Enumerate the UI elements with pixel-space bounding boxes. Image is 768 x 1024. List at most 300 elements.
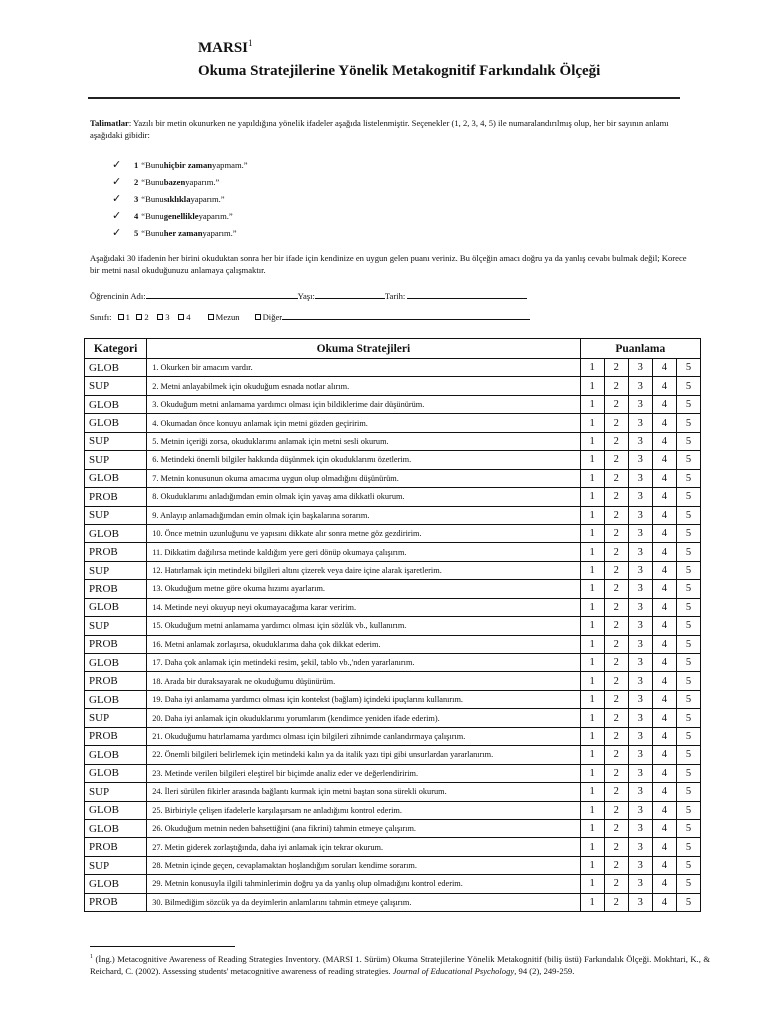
table-row [85, 801, 701, 819]
score-option-3[interactable]: 3 [628, 506, 652, 524]
checkmark-icon: ✓ [112, 226, 122, 239]
score-option-4[interactable]: 4 [652, 414, 676, 432]
score-option-1[interactable]: 1 [580, 506, 604, 524]
category-cell: SUP [85, 617, 147, 635]
category-cell: SUP [85, 451, 147, 469]
score-option-1[interactable]: 1 [580, 856, 604, 874]
score-option-3[interactable]: 3 [628, 764, 652, 782]
score-option-4[interactable]: 4 [652, 856, 676, 874]
category-cell: GLOB [85, 654, 147, 672]
score-option-4[interactable]: 4 [652, 654, 676, 672]
table-row [85, 469, 701, 487]
score-option-5[interactable]: 5 [676, 432, 700, 450]
score-option-2[interactable]: 2 [604, 524, 628, 542]
score-option-1[interactable]: 1 [580, 838, 604, 856]
score-option-3[interactable]: 3 [628, 617, 652, 635]
table-row [85, 377, 701, 395]
score-option-5[interactable]: 5 [676, 690, 700, 708]
strategy-cell: 28. Metnin içinde geçen, cevaplamaktan hoşlandığım soruları kendime sorarım. [147, 856, 580, 874]
category-cell: GLOB [85, 524, 147, 542]
score-option-3[interactable]: 3 [628, 524, 652, 542]
score-option-5[interactable]: 5 [676, 543, 700, 561]
score-option-2[interactable]: 2 [604, 561, 628, 579]
score-option-2[interactable]: 2 [604, 801, 628, 819]
table-row [85, 875, 701, 893]
score-option-5[interactable]: 5 [676, 709, 700, 727]
score-option-4[interactable]: 4 [652, 432, 676, 450]
table-row [85, 690, 701, 708]
age-field[interactable] [315, 290, 385, 299]
score-option-5[interactable]: 5 [676, 414, 700, 432]
score-option-2[interactable]: 2 [604, 580, 628, 598]
score-option-1[interactable]: 1 [580, 764, 604, 782]
score-option-1[interactable]: 1 [580, 469, 604, 487]
score-option-2[interactable]: 2 [604, 654, 628, 672]
score-option-3[interactable]: 3 [628, 654, 652, 672]
table-row [85, 672, 701, 690]
scale-option [112, 190, 248, 207]
score-option-1[interactable]: 1 [580, 524, 604, 542]
score-option-2[interactable]: 2 [604, 893, 628, 911]
score-option-4[interactable]: 4 [652, 764, 676, 782]
score-option-2[interactable]: 2 [604, 856, 628, 874]
strategy-cell: 27. Metin giderek zorlaştığında, daha iyi anlamak için tekrar okurum. [147, 838, 580, 856]
score-option-2[interactable]: 2 [604, 469, 628, 487]
score-option-2[interactable]: 2 [604, 414, 628, 432]
table-row [85, 598, 701, 616]
option-frequency: bazen [163, 176, 186, 187]
strategy-cell: 1. Okurken bir amacım vardır. [147, 359, 580, 377]
score-option-1[interactable]: 1 [580, 893, 604, 911]
score-option-1[interactable]: 1 [580, 690, 604, 708]
score-option-1[interactable]: 1 [580, 635, 604, 653]
score-option-5[interactable]: 5 [676, 524, 700, 542]
score-option-4[interactable]: 4 [652, 506, 676, 524]
table-header-row [85, 339, 701, 359]
score-option-5[interactable]: 5 [676, 801, 700, 819]
strategy-cell: 20. Daha iyi anlamak için okuduklarımı yorumlarım (kendimce yeniden ifade ederim). [147, 709, 580, 727]
graduate-checkbox[interactable] [208, 314, 214, 320]
score-option-2[interactable]: 2 [604, 506, 628, 524]
footnote-tail: , 94 (2), 249-259. [514, 965, 575, 976]
table-row [85, 709, 701, 727]
score-option-1[interactable]: 1 [580, 488, 604, 506]
score-option-1[interactable]: 1 [580, 709, 604, 727]
category-cell: GLOB [85, 746, 147, 764]
score-option-4[interactable]: 4 [652, 395, 676, 413]
checkmark-icon: ✓ [112, 209, 122, 222]
other-checkbox[interactable] [255, 314, 261, 320]
option-frequency: hiçbir zaman [163, 159, 213, 170]
score-option-2[interactable]: 2 [604, 783, 628, 801]
score-option-1[interactable]: 1 [580, 598, 604, 616]
strategy-cell: 19. Daha iyi anlamama yardımcı olması için kontekst (bağlam) içindeki ipuçlarını kullanırım. [147, 690, 580, 708]
score-option-3[interactable]: 3 [628, 727, 652, 745]
score-option-5[interactable]: 5 [676, 598, 700, 616]
class-4-label: 4 [186, 312, 191, 322]
category-cell: PROB [85, 488, 147, 506]
score-option-3[interactable]: 3 [628, 432, 652, 450]
score-option-3[interactable]: 3 [628, 580, 652, 598]
option-frequency: genellikle [163, 210, 199, 221]
score-option-3[interactable]: 3 [628, 395, 652, 413]
option-frequency: her zaman [163, 227, 203, 238]
score-option-5[interactable]: 5 [676, 654, 700, 672]
score-option-1[interactable]: 1 [580, 432, 604, 450]
strategy-cell: 21. Okuduğumu hatırlamama yardımcı olması için bilgileri zihnimde canlandırmaya çalışırım. [147, 727, 580, 745]
category-cell: GLOB [85, 690, 147, 708]
category-cell: GLOB [85, 414, 147, 432]
option-number: 1 [134, 159, 139, 170]
score-option-1[interactable]: 1 [580, 377, 604, 395]
checkmark-icon: ✓ [112, 158, 122, 171]
table-row [85, 856, 701, 874]
score-option-2[interactable]: 2 [604, 819, 628, 837]
score-option-4[interactable]: 4 [652, 580, 676, 598]
scale-option [112, 156, 248, 173]
score-option-2[interactable]: 2 [604, 432, 628, 450]
age-label: Yaşı: [297, 291, 315, 301]
class-selection-row [90, 311, 530, 322]
table-row [85, 561, 701, 579]
strategy-cell: 5. Metnin içeriği zorsa, okuduklarımı anlamak için metni sesli okurum. [147, 432, 580, 450]
checkmark-icon: ✓ [112, 175, 122, 188]
category-cell: GLOB [85, 819, 147, 837]
class-1-checkbox[interactable] [118, 314, 124, 320]
score-option-3[interactable]: 3 [628, 709, 652, 727]
score-option-5[interactable]: 5 [676, 819, 700, 837]
scale-option [112, 224, 248, 241]
score-option-5[interactable]: 5 [676, 635, 700, 653]
option-text-post: yaparım.” [202, 227, 237, 238]
graduate-label: Mezun [215, 312, 240, 322]
strategy-cell: 10. Önce metnin uzunluğunu ve yapısını dikkate alır sonra metne göz gezdiririm. [147, 524, 580, 542]
category-cell: PROB [85, 727, 147, 745]
strategy-cell: 18. Arada bir duraksayarak ne okuduğumu düşünürüm. [147, 672, 580, 690]
category-cell: PROB [85, 543, 147, 561]
score-option-5[interactable]: 5 [676, 727, 700, 745]
score-option-2[interactable]: 2 [604, 635, 628, 653]
footnote-divider [90, 946, 235, 947]
score-option-3[interactable]: 3 [628, 635, 652, 653]
table-row [85, 819, 701, 837]
category-cell: GLOB [85, 395, 147, 413]
score-option-4[interactable]: 4 [652, 801, 676, 819]
score-option-4[interactable]: 4 [652, 488, 676, 506]
table-row [85, 746, 701, 764]
table-row [85, 838, 701, 856]
category-cell: SUP [85, 432, 147, 450]
option-number: 5 [134, 227, 139, 238]
score-option-3[interactable]: 3 [628, 875, 652, 893]
strategy-cell: 12. Hatırlamak için metindeki bilgileri altını çizerek veya daire içine alarak işaretlerim. [147, 561, 580, 579]
score-option-5[interactable]: 5 [676, 580, 700, 598]
score-option-1[interactable]: 1 [580, 819, 604, 837]
class-4-checkbox[interactable] [178, 314, 184, 320]
score-option-2[interactable]: 2 [604, 727, 628, 745]
score-option-1[interactable]: 1 [580, 727, 604, 745]
score-option-3[interactable]: 3 [628, 414, 652, 432]
score-option-4[interactable]: 4 [652, 783, 676, 801]
table-row [85, 506, 701, 524]
category-cell: PROB [85, 838, 147, 856]
score-option-3[interactable]: 3 [628, 819, 652, 837]
score-option-2[interactable]: 2 [604, 377, 628, 395]
table-row [85, 893, 701, 911]
score-option-2[interactable]: 2 [604, 709, 628, 727]
score-option-4[interactable]: 4 [652, 617, 676, 635]
strategy-cell: 22. Önemli bilgileri belirlemek için metindeki kalın ya da italik yazı tipi gibi unsurlardan yararlanırım. [147, 746, 580, 764]
table-row [85, 359, 701, 377]
strategy-cell: 6. Metindeki önemli bilgiler hakkında düşünmek için okuduklarımı özetlerim. [147, 451, 580, 469]
strategy-cell: 16. Metni anlamak zorlaşırsa, okuduklarıma daha çok dikkat ederim. [147, 635, 580, 653]
score-option-1[interactable]: 1 [580, 561, 604, 579]
date-label: Tarih: [384, 291, 408, 301]
score-option-3[interactable]: 3 [628, 543, 652, 561]
class-2-checkbox[interactable] [136, 314, 142, 320]
class-2-label: 2 [144, 312, 149, 322]
option-text-pre: “Bunu [141, 176, 164, 187]
score-option-3[interactable]: 3 [628, 838, 652, 856]
footnote [90, 951, 710, 977]
category-cell: PROB [85, 893, 147, 911]
option-text-post: yapmam.” [212, 159, 248, 170]
score-option-3[interactable]: 3 [628, 488, 652, 506]
score-option-3[interactable]: 3 [628, 690, 652, 708]
category-header: Kategori [85, 339, 147, 359]
score-option-3[interactable]: 3 [628, 801, 652, 819]
header-divider [88, 97, 680, 99]
score-option-2[interactable]: 2 [604, 543, 628, 561]
score-option-2[interactable]: 2 [604, 359, 628, 377]
instructions [90, 117, 690, 141]
footnote-journal: Journal of Educational Psychology [392, 965, 515, 976]
score-option-1[interactable]: 1 [580, 543, 604, 561]
score-option-4[interactable]: 4 [652, 875, 676, 893]
score-option-1[interactable]: 1 [580, 359, 604, 377]
score-option-4[interactable]: 4 [652, 635, 676, 653]
score-option-2[interactable]: 2 [604, 488, 628, 506]
title-footnote-marker: 1 [248, 38, 253, 48]
score-option-1[interactable]: 1 [580, 617, 604, 635]
option-text-pre: “Bunu [141, 193, 164, 204]
score-option-4[interactable]: 4 [652, 893, 676, 911]
score-option-5[interactable]: 5 [676, 838, 700, 856]
strategy-cell: 11. Dikkatim dağılırsa metinde kaldığım yere geri dönüp okumaya çalışırım. [147, 543, 580, 561]
score-option-2[interactable]: 2 [604, 395, 628, 413]
strategy-cell: 4. Okumadan önce konuyu anlamak için metni gözden geçiririm. [147, 414, 580, 432]
score-option-4[interactable]: 4 [652, 359, 676, 377]
option-text-post: yaparım.” [198, 210, 233, 221]
table-row [85, 635, 701, 653]
score-option-5[interactable]: 5 [676, 617, 700, 635]
page-title: MARSI$^1$ [198, 38, 253, 56]
score-option-2[interactable]: 2 [604, 875, 628, 893]
score-option-1[interactable]: 1 [580, 654, 604, 672]
strategy-cell: 29. Metnin konusuyla ilgili tahminlerimin doğru ya da yanlış olup olmadığını kontrol ederim. [147, 875, 580, 893]
table-row [85, 543, 701, 561]
table-row [85, 451, 701, 469]
class-1-label: 1 [125, 312, 130, 322]
option-text-pre: “Bunu [141, 210, 164, 221]
table-row [85, 432, 701, 450]
score-option-1[interactable]: 1 [580, 580, 604, 598]
score-option-5[interactable]: 5 [676, 672, 700, 690]
page-subtitle: Okuma Stratejilerine Yönelik Metakognitif Farkındalık Ölçeği [198, 63, 601, 79]
score-option-1[interactable]: 1 [580, 801, 604, 819]
score-option-5[interactable]: 5 [676, 875, 700, 893]
category-cell: SUP [85, 783, 147, 801]
score-option-1[interactable]: 1 [580, 451, 604, 469]
table-row [85, 414, 701, 432]
category-cell: SUP [85, 709, 147, 727]
score-option-4[interactable]: 4 [652, 690, 676, 708]
score-option-2[interactable]: 2 [604, 598, 628, 616]
score-option-4[interactable]: 4 [652, 561, 676, 579]
score-option-4[interactable]: 4 [652, 598, 676, 616]
table-row [85, 654, 701, 672]
score-option-3[interactable]: 3 [628, 893, 652, 911]
score-option-2[interactable]: 2 [604, 690, 628, 708]
score-option-5[interactable]: 5 [676, 359, 700, 377]
score-option-1[interactable]: 1 [580, 875, 604, 893]
category-cell: PROB [85, 580, 147, 598]
score-option-3[interactable]: 3 [628, 561, 652, 579]
scoring-header: Puanlama [580, 339, 700, 359]
strategy-header: Okuma Stratejileri [147, 339, 580, 359]
strategy-cell: 24. İleri sürülen fikirler arasında bağlantı kurmak için metni baştan sona sürekli okurum. [147, 783, 580, 801]
strategy-cell: 30. Bilmediğim sözcük ya da deyimlerin anlamlarını tahmin etmeye çalışırım. [147, 893, 580, 911]
score-option-5[interactable]: 5 [676, 395, 700, 413]
score-option-5[interactable]: 5 [676, 377, 700, 395]
score-option-1[interactable]: 1 [580, 783, 604, 801]
scale-option [112, 207, 248, 224]
category-cell: SUP [85, 561, 147, 579]
checkmark-icon: ✓ [112, 192, 122, 205]
category-cell: SUP [85, 506, 147, 524]
option-number: 4 [134, 210, 139, 221]
intro-paragraph: Aşağıdaki 30 ifadenin her birini okuduktan sonra her bir ifade için kendinize en uygun gelen puanı veriniz. Bu ölçeğin amacı doğru ya da yanlış cevabı bulmak değil; Korece bir metni nasıl okuduğunuzu anlamaya çalışmaktır. [90, 253, 687, 275]
category-cell: PROB [85, 635, 147, 653]
score-option-5[interactable]: 5 [676, 764, 700, 782]
score-option-3[interactable]: 3 [628, 377, 652, 395]
score-option-4[interactable]: 4 [652, 524, 676, 542]
table-body [85, 359, 701, 912]
strategy-cell: 2. Metni anlayabilmek için okuduğum esnada notlar alırım. [147, 377, 580, 395]
date-field[interactable] [407, 290, 527, 299]
score-option-3[interactable]: 3 [628, 746, 652, 764]
score-option-4[interactable]: 4 [652, 727, 676, 745]
score-option-4[interactable]: 4 [652, 377, 676, 395]
category-cell: GLOB [85, 598, 147, 616]
instructions-label: Talimatlar [90, 118, 129, 128]
option-number: 3 [134, 193, 139, 204]
score-option-5[interactable]: 5 [676, 561, 700, 579]
table-row [85, 617, 701, 635]
score-option-5[interactable]: 5 [676, 746, 700, 764]
option-text-post: yaparım.” [185, 176, 220, 187]
score-option-4[interactable]: 4 [652, 469, 676, 487]
category-cell: GLOB [85, 875, 147, 893]
footnote-text: (İng.) Metacognitive Awareness of Reading Strategies Inventory. (MARSI 1. Sürüm) Okuma Stratejilerine Yönelik Metakognitif (biliş üstü) Farkındalık Ölçeği. Mokhtari, K., & Reichard, C. (2002). Assessing students' metacognitive awareness of reading strategies. [90, 953, 710, 976]
strategy-cell: 25. Birbiriyle çelişen ifadelerle karşılaşırsam ne anladığımı kontrol ederim. [147, 801, 580, 819]
class-3-label: 3 [165, 312, 170, 322]
student-info-row [90, 290, 527, 301]
score-option-2[interactable]: 2 [604, 764, 628, 782]
score-option-5[interactable]: 5 [676, 488, 700, 506]
score-option-2[interactable]: 2 [604, 451, 628, 469]
class-label: Sınıfı: [90, 312, 112, 322]
option-number: 2 [134, 176, 139, 187]
name-label: Öğrencinin Adı: [90, 291, 146, 301]
strategy-cell: 9. Anlayıp anlamadığımdan emin olmak için başkalarına sorarım. [147, 506, 580, 524]
score-option-4[interactable]: 4 [652, 672, 676, 690]
strategy-cell: 3. Okuduğum metni anlamama yardımcı olması için bildiklerime dair düşünürüm. [147, 395, 580, 413]
score-option-1[interactable]: 1 [580, 672, 604, 690]
score-option-5[interactable]: 5 [676, 856, 700, 874]
score-option-3[interactable]: 3 [628, 469, 652, 487]
score-option-4[interactable]: 4 [652, 746, 676, 764]
score-option-5[interactable]: 5 [676, 893, 700, 911]
option-frequency: sıklıkla [163, 193, 191, 204]
score-option-5[interactable]: 5 [676, 506, 700, 524]
strategy-cell: 17. Daha çok anlamak için metindeki resim, şekil, tablo vb.,'nden yararlanırım. [147, 654, 580, 672]
instructions-text: : Yazılı bir metin okunurken ne yapıldığına yönelik ifadeler aşağıda listelenmiştir. Seçenekler (1, 2, 3, 4, 5) ile numaralandırılmış olup, her bir sayının anlamı aşağıdaki gibidir: [90, 118, 669, 140]
option-text-post: yaparım.” [190, 193, 225, 204]
score-option-2[interactable]: 2 [604, 746, 628, 764]
score-option-3[interactable]: 3 [628, 672, 652, 690]
score-option-4[interactable]: 4 [652, 451, 676, 469]
score-option-4[interactable]: 4 [652, 709, 676, 727]
score-option-4[interactable]: 4 [652, 819, 676, 837]
category-cell: GLOB [85, 801, 147, 819]
table-row [85, 580, 701, 598]
scale-option [112, 173, 248, 190]
footnote-marker: 1 [90, 954, 93, 960]
table-row [85, 524, 701, 542]
score-option-2[interactable]: 2 [604, 838, 628, 856]
category-cell: GLOB [85, 469, 147, 487]
name-field[interactable] [146, 290, 298, 299]
score-option-4[interactable]: 4 [652, 543, 676, 561]
strategy-cell: 15. Okuduğum metni anlamama yardımcı olması için sözlük vb., kullanırım. [147, 617, 580, 635]
class-3-checkbox[interactable] [157, 314, 163, 320]
other-field[interactable] [282, 311, 530, 320]
score-option-1[interactable]: 1 [580, 414, 604, 432]
table-row [85, 395, 701, 413]
score-option-3[interactable]: 3 [628, 598, 652, 616]
category-cell: GLOB [85, 764, 147, 782]
score-option-3[interactable]: 3 [628, 359, 652, 377]
strategy-cell: 14. Metinde neyi okuyup neyi okumayacağıma karar veririm. [147, 598, 580, 616]
category-cell: GLOB [85, 359, 147, 377]
score-option-2[interactable]: 2 [604, 672, 628, 690]
score-option-5[interactable]: 5 [676, 783, 700, 801]
score-option-3[interactable]: 3 [628, 783, 652, 801]
score-option-2[interactable]: 2 [604, 617, 628, 635]
score-option-1[interactable]: 1 [580, 395, 604, 413]
strategy-cell: 26. Okuduğum metnin neden bahsettiğini (ana fikrini) tahmin etmeye çalışırım. [147, 819, 580, 837]
strategy-cell: 23. Metinde verilen bilgileri eleştirel bir biçimde analiz eder ve değerlendiririm. [147, 764, 580, 782]
score-option-1[interactable]: 1 [580, 746, 604, 764]
score-option-3[interactable]: 3 [628, 451, 652, 469]
strategy-cell: 13. Okuduğum metne göre okuma hızımı ayarlarım. [147, 580, 580, 598]
score-option-4[interactable]: 4 [652, 838, 676, 856]
score-option-5[interactable]: 5 [676, 469, 700, 487]
strategy-cell: 7. Metnin konusunun okuma amacıma uygun olup olmadığını düşünürüm. [147, 469, 580, 487]
score-option-3[interactable]: 3 [628, 856, 652, 874]
score-option-5[interactable]: 5 [676, 451, 700, 469]
